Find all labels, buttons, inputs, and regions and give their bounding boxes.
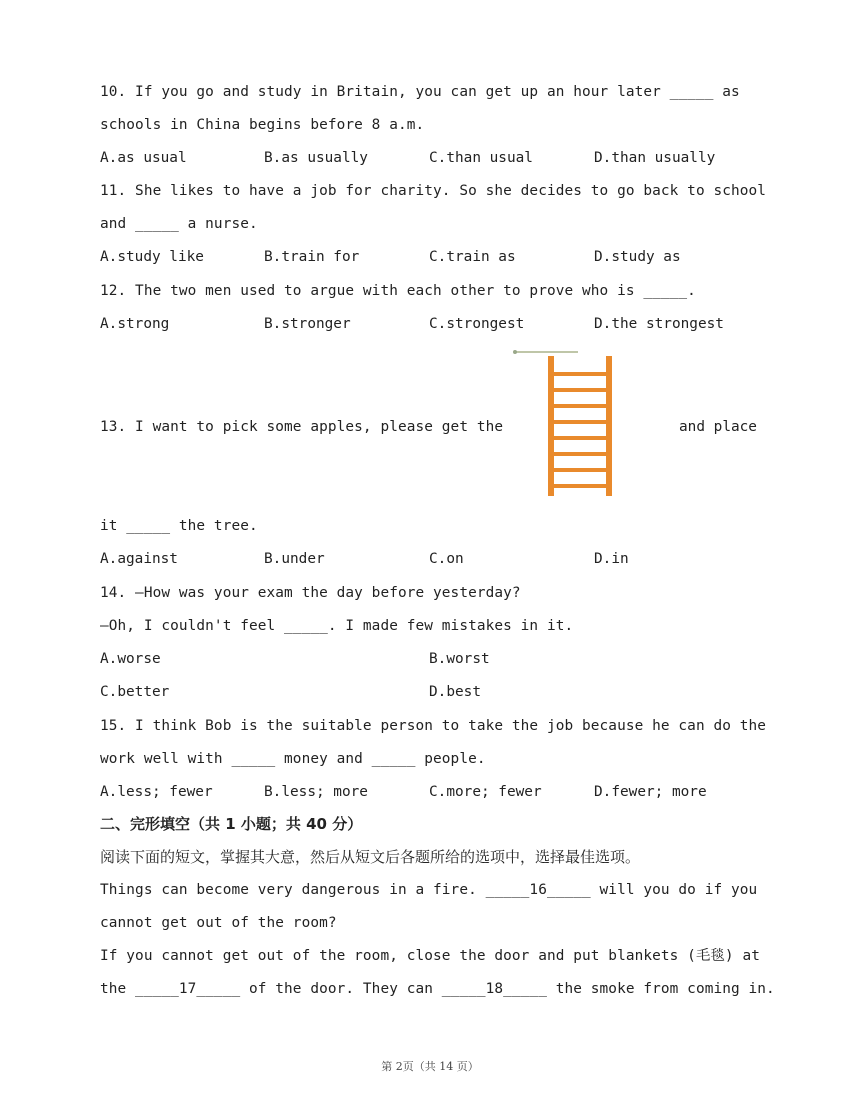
question-15-line-2: work well with _____ money and _____ people. [100,751,486,767]
q11-option-d: D.study as [594,249,681,265]
question-13-line-1-post: and place [679,419,757,435]
question-14-line-1: 14. —How was your exam the day before yesterday? [100,585,521,601]
q14-option-d: D.best [429,684,481,700]
question-14-line-2: —Oh, I couldn't feel _____. I made few mistakes in it. [100,618,574,634]
question-15-line-1: 15. I think Bob is the suitable person to take the job because he can do the [100,718,767,734]
question-10-line-2: schools in China begins before 8 a.m. [100,117,425,133]
q15-option-a: A.less; fewer [100,784,213,800]
q15-option-b: B.less; more [264,784,368,800]
passage-paragraph-2-line-1: If you cannot get out of the room, close the door and put blankets (毛毯) at [100,948,760,964]
q12-option-c: C.strongest [429,316,525,332]
q14-option-b: B.worst [429,651,490,667]
q13-option-b: B.under [264,551,325,567]
section-2-heading: 二、完形填空（共 1 小题；共 40 分） [100,815,363,833]
q13-option-a: A.against [100,551,178,567]
q12-option-b: B.stronger [264,316,351,332]
passage-paragraph-1-line-1: Things can become very dangerous in a fire. _____16_____ will you do if you [100,882,758,898]
q13-option-d: D.in [594,551,629,567]
question-13-line-1-pre: 13. I want to pick some apples, please get the [100,419,504,435]
q13-option-c: C.on [429,551,464,567]
q15-option-c: C.more; fewer [429,784,542,800]
question-11-line-2: and _____ a nurse. [100,216,258,232]
question-11-line-1: 11. She likes to have a job for charity. So she decides to go back to school [100,183,767,199]
section-2-instruction: 阅读下面的短文，掌握其大意，然后从短文后各题所给的选项中，选择最佳选项。 [100,848,641,866]
page-footer: 第 2页（共 14 页） [381,1060,479,1073]
q12-option-a: A.strong [100,316,170,332]
question-10-line-1: 10. If you go and study in Britain, you can get up an hour later _____ as [100,84,740,100]
q14-option-a: A.worse [100,651,161,667]
passage-paragraph-1-line-2: cannot get out of the room? [100,915,337,931]
question-12-line-1: 12. The two men used to argue with each other to prove who is _____. [100,283,696,299]
q10-option-d: D.than usually [594,150,716,166]
q11-option-a: A.study like [100,249,204,265]
q11-option-c: C.train as [429,249,516,265]
q10-option-c: C.than usual [429,150,533,166]
ladder-image [510,348,620,496]
q10-option-b: B.as usually [264,150,368,166]
q14-option-c: C.better [100,684,170,700]
passage-paragraph-2-line-2: the _____17_____ of the door. They can _____18_____ the smoke from coming in. [100,981,775,997]
q11-option-b: B.train for [264,249,360,265]
q15-option-d: D.fewer; more [594,784,707,800]
question-13-line-2: it _____ the tree. [100,518,258,534]
q12-option-d: D.the strongest [594,316,724,332]
q10-option-a: A.as usual [100,150,187,166]
